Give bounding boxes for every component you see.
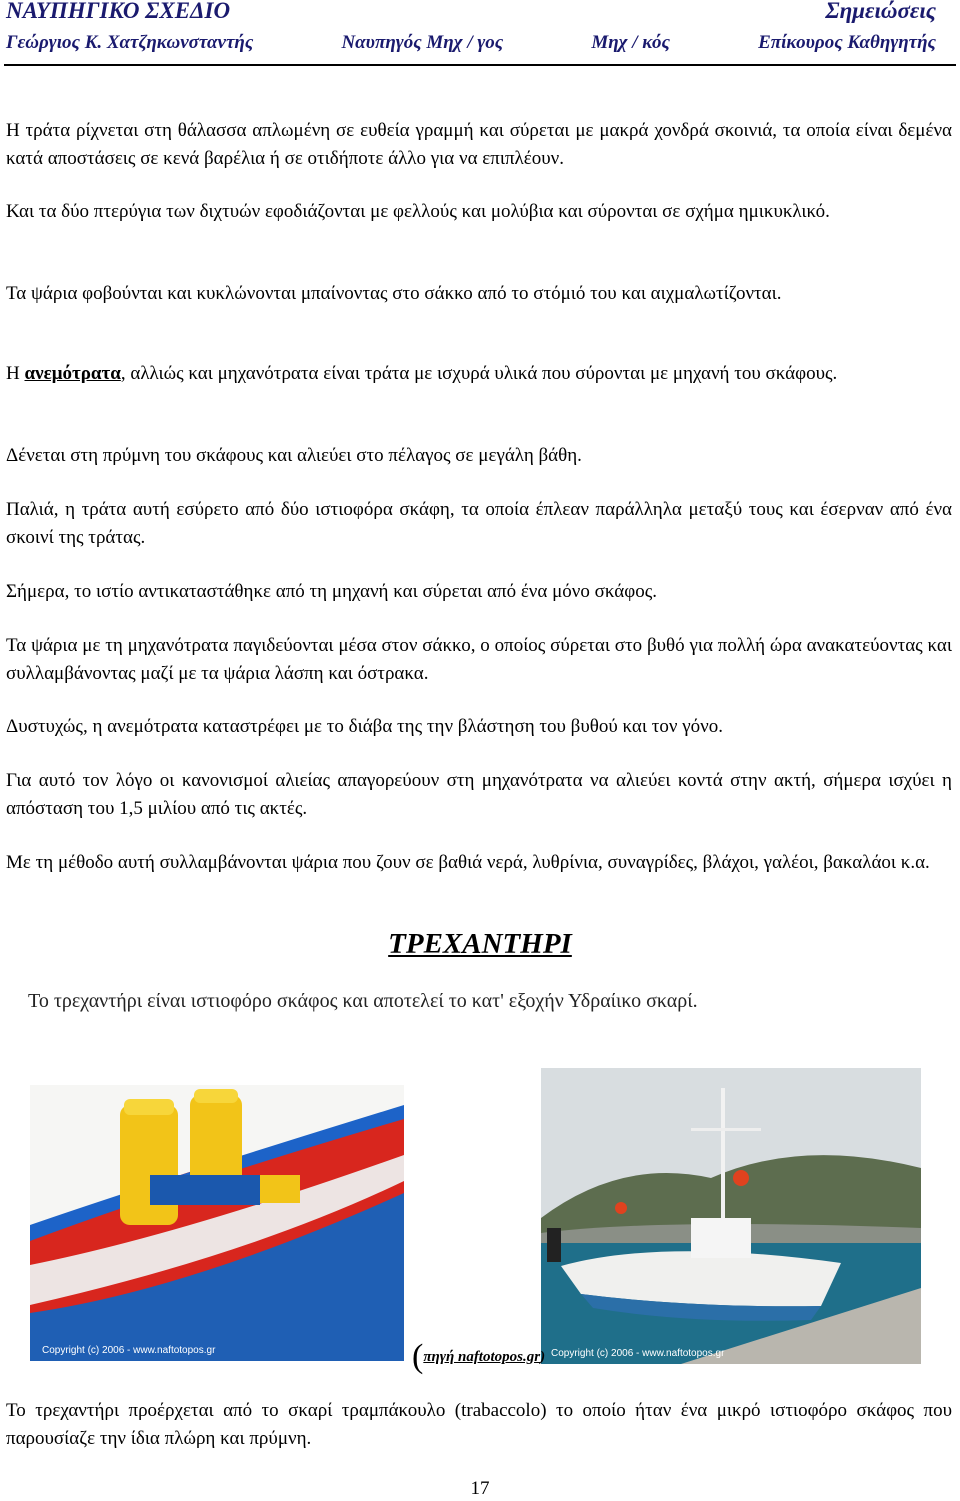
paragraph-wings: Και τα δύο πτερύγια των διχτυών εφοδιάζονται με φελλούς και μολύβια και σύρονται σε σχήμα ημικυκλικό. [6,201,830,222]
paragraph-anemotrata [6,360,952,388]
header-divider [4,64,956,66]
photo-caption [412,1338,545,1376]
page-number: 17 [470,1478,490,1499]
paragraph-fish-capture: Τα ψάρια φοβούνται και κυκλώνονται μπαίνοντας στο σάκκο από το στόμιό του και αιχμαλωτίζονται. [6,283,782,304]
right-photo-watermark: Copyright (c) 2006 - www.naftotopos.gr [551,1348,725,1359]
boat-bow-illustration [30,1085,404,1361]
p4-rest: , αλλιώς και μηχανότρατα είναι τράτα με ισχυρά υλικά που σύρονται με μηχανή του σκάφους. [120,363,838,384]
document-title: ΝΑΥΠΗΓΙΚΟ ΣΧΕΔΙΟ [6,0,231,23]
caption-close-paren: ) [540,1349,546,1365]
author-role-naval: Ναυπηγός Μηχ / γος [341,32,504,53]
p4-prefix: Η [6,363,25,384]
author-role-professor: Επίκουρος Καθηγητής [758,32,936,53]
paragraph-trawl-deploy: Η τράτα ρίχνεται στη θάλασσα απλωμένη σε ευθεία γραμμή και σύρεται με μακρά χονδρά σκοινιά, τα οποία είναι δεμένα κατά αποστάσεις σε κενά βαρέλια ή σε οτιδήποτε άλλο για να επιπλέουν. [6,120,952,169]
paragraph-history: Παλιά, η τράτα αυτή εσύρετο από δύο ιστιοφόρα σκάφη, τα οποία έπλεαν παράλληλα μεταξύ τους και έσερναν από ένα σκοινί της τράτας. [6,499,952,548]
paragraph-stern: Δένεται στη πρύμνη του σκάφους και αλιεύει στο πέλαγος σε μεγάλη βάθη. [6,445,582,466]
paragraph-today: Σήμερα, το ιστίο αντικαταστάθηκε από τη μηχανή και σύρεται από ένα μόνο σκάφος. [6,581,657,602]
author-name: Γεώργιος Κ. Χατζηκωνσταντής [6,32,254,53]
keyword-anemotrata: ανεμότρατα [24,363,121,384]
paragraph-sack: Τα ψάρια με τη μηχανότρατα παγιδεύονται μέσα στον σάκκο, ο οποίος σύρεται στο βυθό για πολλή ώρα ανακατεύοντας και συλλαμβάνοντας μαζί με τα ψάρια λάσπη και όστρακα. [6,635,952,684]
section-title: ΤΡΕΧΑΝΤΗΡΙ [388,928,572,960]
left-photo-watermark: Copyright (c) 2006 - www.naftotopos.gr [42,1345,216,1356]
author-role-mech: Μηχ / κός [591,32,670,53]
harbor-boat-illustration [541,1068,921,1364]
boat-bow-photo [30,1085,404,1361]
harbor-boat-photo [541,1068,921,1364]
page-header [0,0,960,66]
paragraph-regulations: Για αυτό τον λόγο οι κανονισμοί αλιείας απαγορεύουν στη μηχανότρατα να αλιεύει κοντά στην ακτή, σήμερα ισχύει η απόσταση του 1,5 μιλίου από τις ακτές. [6,770,952,819]
section-intro: Το τρεχαντήρι είναι ιστιοφόρο σκάφος και αποτελεί το κατ' εξοχήν Υδραίικο σκαρί. [28,990,698,1012]
document-type: Σημειώσεις [825,0,936,23]
header-row-top [6,0,936,24]
caption-open-paren: ( [412,1338,424,1375]
paragraph-damage: Δυστυχώς, η ανεμότρατα καταστρέφει με το διάβα της την βλάστηση του βυθού και τον γόνο. [6,716,723,737]
paragraph-species: Με τη μέθοδο αυτή συλλαμβάνονται ψάρια που ζουν σε βαθιά νερά, λυθρίνια, συναγρίδες, βλάχοι, γαλέοι, βακαλάοι κ.α. [6,852,930,873]
caption-source: πηγή naftotopos.gr [423,1349,541,1365]
paragraph-trabaccolo: Το τρεχαντήρι προέρχεται από το σκαρί τραμπάκουλο (trabaccolo) το οποίο ήταν ένα μικρό ιστιοφόρο σκάφος που παρουσίαζε την ίδια πλώρη και πρύμνη. [6,1400,952,1449]
header-row-author [6,32,936,54]
